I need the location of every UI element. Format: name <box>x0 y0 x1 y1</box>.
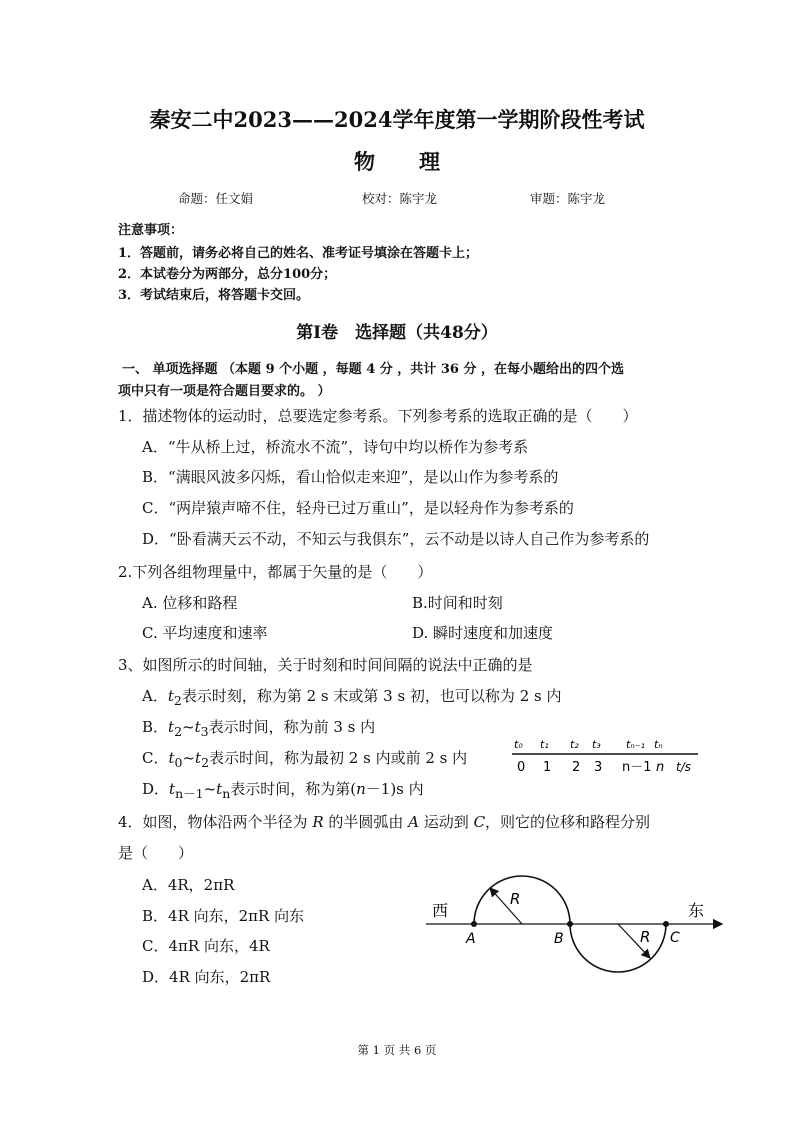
label-b: B <box>554 931 564 947</box>
q4-option-c: C．4πR 向东，4R <box>142 937 270 955</box>
q4-stem: 4．如图，物体沿两个半径为 R 的半圆弧由 A 运动到 C，则它的位移和路程分别 <box>118 813 651 831</box>
lower-semicircle <box>570 924 666 972</box>
axis-top-label: tₙ <box>654 738 663 751</box>
section-title: 第Ⅰ卷 选择题（共48分） <box>296 323 498 343</box>
notes-heading: 注意事项： <box>118 223 184 238</box>
axis-bottom-label: 2 <box>572 760 581 775</box>
axis-top-label: tₙ₋₁ <box>626 738 645 751</box>
note-item: 1．答题前，请务必将自己的姓名、准考证号填涂在答题卡上； <box>118 246 479 261</box>
page-footer: 第 1 页 共 6 页 <box>357 1043 437 1057</box>
instructions-line2: 项中只有一项是符合题目要求的。 ） <box>118 384 331 399</box>
subject-title: 物理 <box>354 149 484 174</box>
q3-option-a: A．$t_2$表示时刻，称为第 2 s 末或第 3 s 初，也可以称为 2 s 内 <box>142 687 562 708</box>
time-axis-figure <box>508 734 704 776</box>
reviewer: 审题：陈宇龙 <box>530 191 606 206</box>
radius-label-lower: R <box>640 928 651 946</box>
west-label: 西 <box>432 901 449 920</box>
exam-title: 秦安二中2023——2024学年度第一学期阶段性考试 <box>149 107 645 132</box>
axis-top-label: t₂ <box>570 738 579 751</box>
q2-option-d: D. 瞬时速度和加速度 <box>412 624 554 642</box>
q2-option-b: B.时间和时刻 <box>412 594 503 612</box>
q4-option-a: A．4R，2πR <box>142 876 235 894</box>
q1-option-d: D．“卧看满天云不动，不知云与我俱东”，云不动是以诗人自己作为参考系的 <box>142 530 650 548</box>
axis-top-label: t₀ <box>514 738 523 751</box>
q3-option-d: D．$t_{n-1}\sim t_n$表示时间，称为第(n－1)s 内 <box>142 780 424 801</box>
point-b <box>567 921 573 927</box>
axis-top-label: t₃ <box>592 738 601 751</box>
q1-stem: 1．描述物体的运动时，总要选定参考系。下列参考系的选取正确的是（ ） <box>118 407 638 425</box>
axis-bottom-label: n <box>656 760 665 775</box>
axis-bottom-label: 0 <box>517 760 526 775</box>
checker: 校对：陈宇龙 <box>362 191 438 206</box>
axis-top-label: t₁ <box>540 738 549 751</box>
q4-option-d: D．4R 向东，2πR <box>142 968 271 986</box>
note-item: 2．本试卷分为两部分，总分100分； <box>118 267 337 282</box>
q3-option-c: C．$t_0\sim t_2$表示时间，称为最初 2 s 内或前 2 s 内 <box>142 749 468 770</box>
q4-stem-line2: 是（ ） <box>118 844 194 862</box>
label-c: C <box>670 930 680 946</box>
q1-option-b: B．“满眼风波多闪烁，看山恰似走来迎”，是以山作为参考系的 <box>142 468 559 486</box>
east-label: 东 <box>688 901 705 920</box>
point-c <box>663 921 669 927</box>
semicircle-path-figure <box>418 866 730 990</box>
q2-option-a: A. 位移和路程 <box>142 594 238 612</box>
axis-bottom-label: n－1 <box>622 760 652 775</box>
note-item: 3．考试结束后，将答题卡交回。 <box>118 288 310 303</box>
q1-option-a: A．“牛从桥上过，桥流水不流”，诗句中均以桥作为参考系 <box>142 438 529 456</box>
setter: 命题：任文娟 <box>178 191 254 206</box>
q1-option-c: C．“两岸猿声啼不住，轻舟已过万重山”，是以轻舟作为参考系的 <box>142 499 574 517</box>
q3-option-b: B．$t_2\sim t_3$表示时间，称为前 3 s 内 <box>142 718 376 739</box>
axis-unit-label: t/s <box>676 760 691 774</box>
q3-stem: 3、如图所示的时间轴，关于时刻和时间间隔的说法中正确的是 <box>118 656 533 674</box>
radius-label-upper: R <box>510 890 521 908</box>
q2-option-c: C. 平均速度和速率 <box>142 624 268 642</box>
point-a <box>471 921 477 927</box>
q4-option-b: B．4R 向东，2πR 向东 <box>142 907 305 925</box>
axis-bottom-label: 1 <box>543 760 552 775</box>
axis-bottom-label: 3 <box>594 760 603 775</box>
label-a: A <box>466 931 476 947</box>
instructions-line1: 一、 单项选择题 （本题 9 个小题 ，每题 4 分 ，共计 36 分 ，在每小题给出的四个选 <box>122 362 624 377</box>
upper-semicircle <box>474 876 570 924</box>
q2-stem: 2.下列各组物理量中，都属于矢量的是（ ） <box>118 563 433 581</box>
